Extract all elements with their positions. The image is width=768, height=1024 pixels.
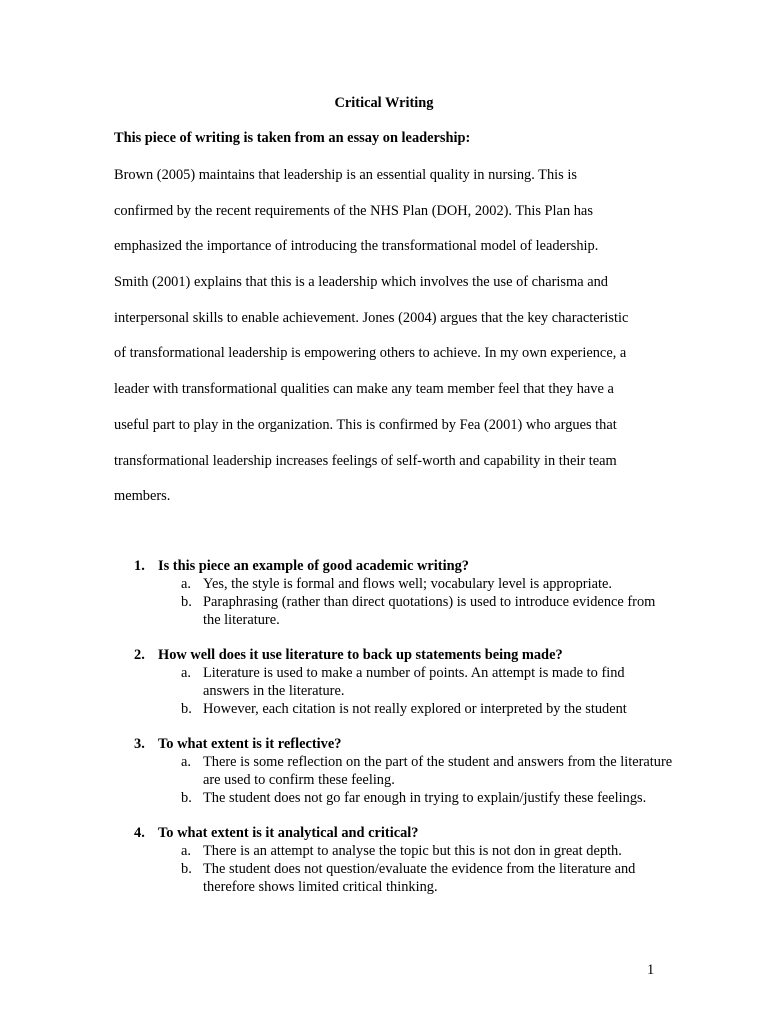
answer-item [114, 789, 674, 807]
intro-heading: This piece of writing is taken from an essay on leadership: [114, 130, 471, 146]
answer-item [114, 664, 674, 700]
paragraph-line: Brown (2005) maintains that leadership is an essential quality in nursing. This is [114, 167, 577, 183]
answer-letter: a. [181, 843, 191, 859]
question-text: To what extent is it reflective? [158, 736, 342, 752]
question-item [114, 646, 674, 718]
paragraph-line: of transformational leadership is empowering others to achieve. In my own experience, a [114, 345, 627, 362]
question-heading [114, 646, 674, 664]
essay-paragraph [114, 166, 674, 523]
question-number: 3. [134, 736, 145, 752]
question-list [114, 557, 674, 913]
question-text: Is this piece an example of good academic writing? [158, 558, 469, 574]
answer-text: However, each citation is not really explored or interpreted by the student [203, 701, 627, 717]
answer-item [114, 753, 674, 789]
answer-item [114, 860, 674, 896]
question-text: To what extent is it analytical and critical? [158, 825, 419, 841]
question-item [114, 824, 674, 896]
answer-letter: a. [181, 754, 191, 770]
document-title: Critical Writing [334, 95, 434, 111]
answer-text: There is an attempt to analyse the topic but this is not don in great depth. [203, 843, 622, 859]
answer-text: Literature is used to make a number of points. An attempt is made to find answers in the literature. [203, 665, 625, 699]
answer-letter: a. [181, 576, 191, 592]
question-item [114, 557, 674, 629]
page-number: 1 [647, 962, 655, 978]
answer-letter: b. [181, 861, 192, 877]
answer-text: The student does not question/evaluate the evidence from the literature and therefore shows limited critical thinking. [203, 861, 636, 895]
paragraph-line: confirmed by the recent requirements of the NHS Plan (DOH, 2002). This Plan has [114, 202, 593, 219]
question-number: 2. [134, 647, 145, 663]
paragraph-line: members. [114, 488, 171, 505]
question-item [114, 735, 674, 807]
question-heading [114, 735, 674, 753]
answer-item [114, 700, 674, 718]
answer-letter: b. [181, 594, 192, 610]
answer-letter: b. [181, 701, 192, 717]
paragraph-line: leader with transformational qualities can make any team member feel that they have a [114, 381, 614, 398]
paragraph-line: interpersonal skills to enable achievement. Jones (2004) argues that the key characteristic [114, 309, 629, 326]
question-number: 4. [134, 825, 145, 841]
answer-item [114, 842, 674, 860]
question-heading [114, 557, 674, 575]
paragraph-line: Smith (2001) explains that this is a leadership which involves the use of charisma and [114, 274, 608, 291]
answer-text: Paraphrasing (rather than direct quotations) is used to introduce evidence from the literature. [203, 594, 656, 628]
answer-text: There is some reflection on the part of the student and answers from the literature are used to confirm these feeling. [203, 754, 673, 788]
question-number: 1. [134, 558, 145, 574]
paragraph-line: emphasized the importance of introducing the transformational model of leadership. [114, 238, 599, 255]
answer-item [114, 575, 674, 593]
answer-letter: b. [181, 790, 192, 806]
question-text: How well does it use literature to back up statements being made? [158, 647, 563, 663]
paragraph-line: transformational leadership increases feelings of self-worth and capability in their team [114, 452, 617, 469]
answer-text: The student does not go far enough in trying to explain/justify these feelings. [203, 790, 647, 806]
answer-text: Yes, the style is formal and flows well; vocabulary level is appropriate. [203, 576, 612, 592]
paragraph-line: useful part to play in the organization. This is confirmed by Fea (2001) who argues that [114, 416, 617, 433]
answer-item [114, 593, 674, 629]
answer-letter: a. [181, 665, 191, 681]
question-heading [114, 824, 674, 842]
